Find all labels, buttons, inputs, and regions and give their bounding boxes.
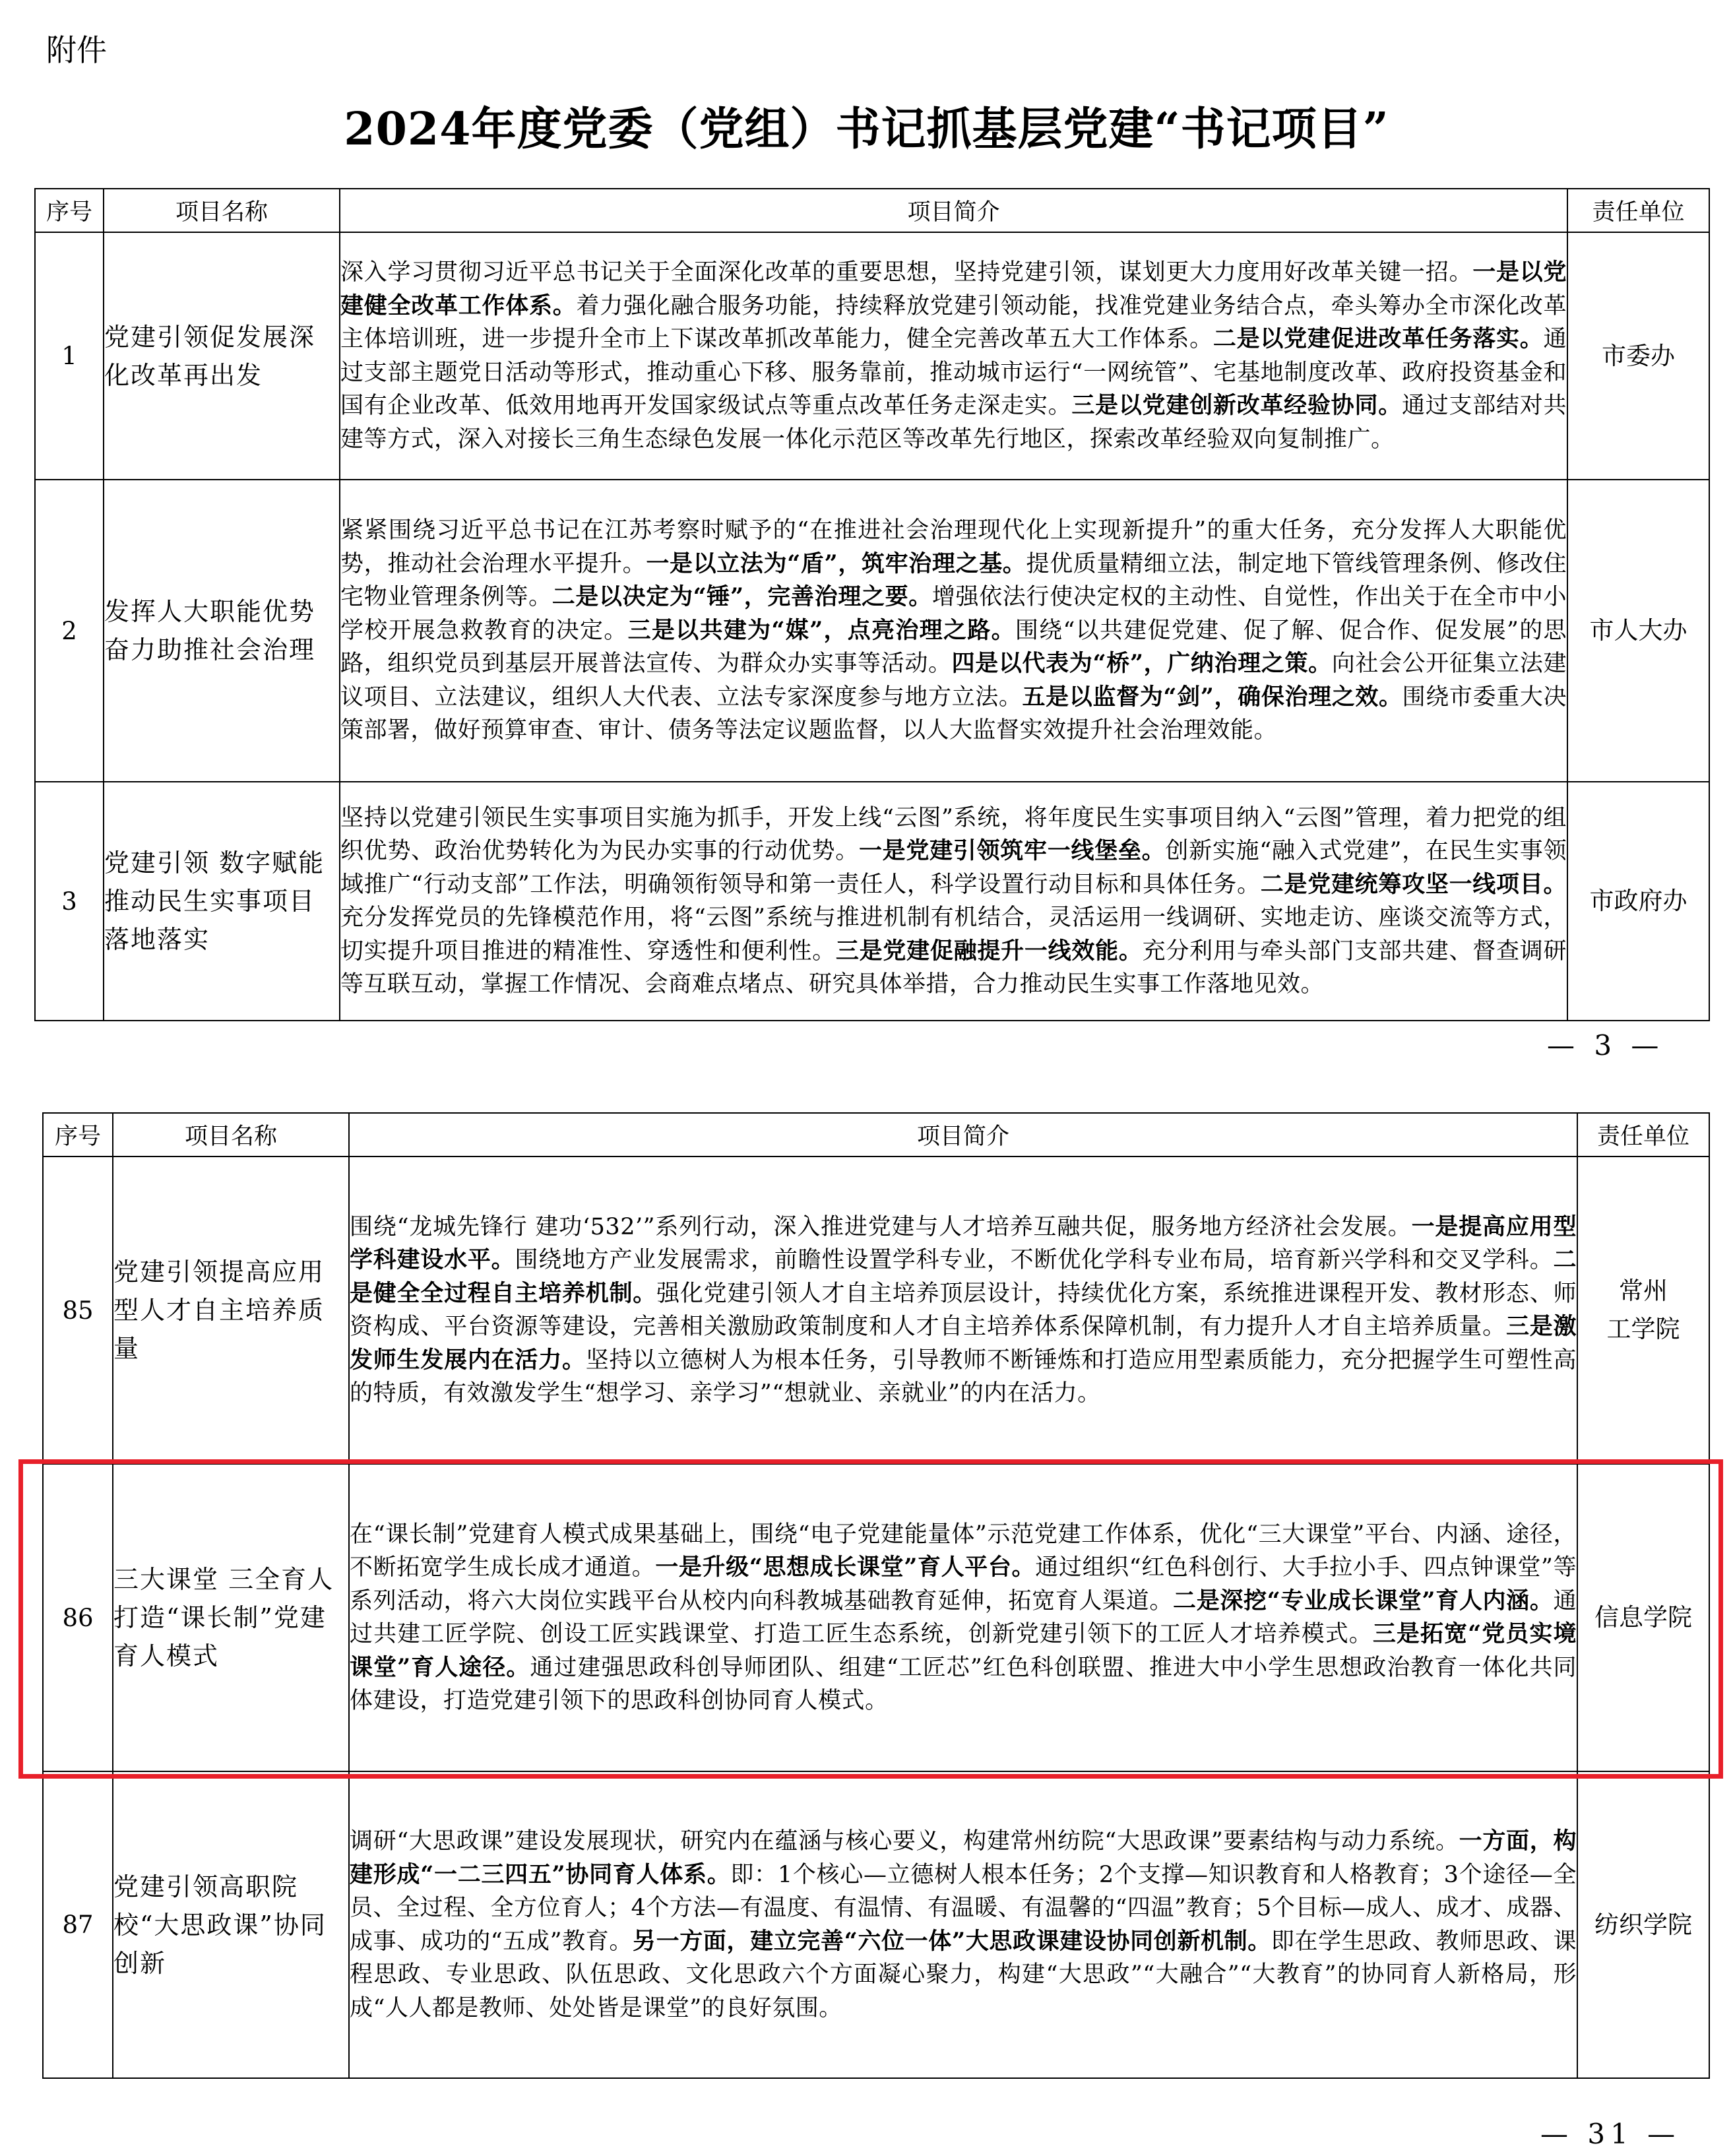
row-number: 3 [35,782,104,1021]
project-name: 三大课堂 三全育人 打造“课长制”党建育人模式 [113,1464,349,1771]
description-text: 向社会公开征集立法建议项目、立法建议，组织人大代表、立法专家深度参与地方立法。 [340,650,1567,711]
description-text: 坚持以党建引领民生实事项目实施为抓手，开发上线“云图”系统，将年度民生实事项目纳入“云图”管理，着力把党的组织优势、政治优势转化为为民办实事的行动优势。 [340,804,1567,864]
project-description [349,1771,1577,2078]
row-number: 2 [35,480,104,782]
description-text: 调研“大思政课”建设发展现状，研究内在蕴涵与核心要义，构建常州纺院“大思政课”要素结构与动力系统。 [350,1828,1459,1855]
description-text: 在“课长制”党建育人模式成果基础上，围绕“电子党建能量体”示范党建工作体系，优化“三大课堂”平台、内涵、途径，不断拓宽学生成长成才通道。 [350,1521,1577,1581]
responsible-unit-line: 常州 [1619,1277,1668,1305]
description-text: 通过建强思政科创导师团队、组建“工匠芯”红色科创联盟、推进大中小学生思想政治教育一体化共同体建设，打造党建引领下的思政科创协同育人模式。 [350,1654,1577,1714]
row-number: 1 [35,232,104,480]
description-text: 即在学生思政、教师思政、课程思政、专业思政、队伍思政、文化思政六个方面凝心聚力，构建“大思政”“大融合”“大教育”的协同育人新格局，形成“人人都是教师、处处皆是课堂”的良好氛围。 [350,1928,1577,2021]
row-number: 86 [43,1464,113,1771]
description-text: 通过组织“红色科创行、大手拉小手、四点钟课堂”等系列活动，将六大岗位实践平台从校内向科教城基础教育延伸，拓宽育人渠道。 [350,1554,1577,1614]
description-text: 坚持以立德树人为根本任务，引导教师不断锤炼和打造应用型素质能力，充分把握学生可塑性高的特质，有效激发学生“想学习、亲学习”“想就业、亲就业”的内在活力。 [350,1347,1577,1407]
description-text: 围绕地方产业发展需求，前瞻性设置学科专业，不断优化学科专业布局，培育新兴学科和交叉学科。 [515,1247,1554,1273]
row-number: 85 [43,1157,113,1464]
responsible-unit [1577,1157,1709,1464]
project-name: 党建引领高职院校“大思政课”协同创新 [113,1771,349,2078]
description-text: 着力强化融合服务功能，持续释放党建引领动能，找准党建业务结合点，牵头筹办全市深化改革主体培训班，进一步提升全市上下谋改革抓改革能力，健全完善改革五大工作体系。 [340,292,1567,352]
project-table-page-31 [42,1112,1710,2079]
header-num: 序号 [43,1113,113,1157]
description-highlight: 二是深挖“专业成长课堂”育人内涵。 [1173,1587,1554,1614]
project-table-page-3 [34,188,1710,1021]
description-highlight: 一是党建引领筑牢一线堡垒。 [858,837,1166,864]
description-highlight: 二是以党建促进改革任务落实。 [1213,325,1544,352]
header-unit: 责任单位 [1577,1113,1709,1157]
table-row [43,1157,1709,1464]
description-highlight: 五是以监督为“剑”，确保治理之效。 [1022,683,1402,711]
description-highlight: 三是拓宽“党员实境课堂”育人途径。 [350,1620,1577,1681]
description-highlight: 三是党建促融提升一线效能。 [835,937,1143,965]
description-text: 充分发挥党员的先锋模范作用，将“云图”系统与推进机制有机结合，灵活运用一线调研、实地走访、座谈交流等方式，切实提升项目推进的精准性、穿透性和便利性。 [340,904,1567,965]
page-number: — 31 — [1540,2118,1681,2150]
description-highlight: 二是以决定为“锤”，完善治理之要。 [551,583,932,611]
table-header-row [35,189,1709,232]
description-text: 围绕“以共建促党建、促了解、促合作、促发展”的思路，组织党员到基层开展普法宣传、为群众办实事等活动。 [340,617,1567,678]
description-highlight: 三是以共建为“媒”，点亮治理之路。 [627,616,1015,644]
header-desc: 项目简介 [340,189,1567,232]
table-row [35,782,1709,1021]
responsible-unit: 信息学院 [1577,1464,1709,1771]
description-highlight: 一是提高应用型学科建设水平。 [350,1213,1577,1273]
description-text: 深入学习贯彻习近平总书记关于全面深化改革的重要思想，坚持党建引领，谋划更大力度用好改革关键一招。 [340,259,1473,286]
description-highlight: 三是激发师生发展内在活力。 [350,1313,1577,1374]
description-text: 通过支部主题党日活动等形式，推动重心下移、服务靠前，推动城市运行“一网统管”、宅基地制度改革、政府投资基金和国有企业改革、低效用地再开发国家级试点等重点改革任务走深走实。 [340,326,1567,419]
description-text: 充分利用与牵头部门支部共建、督查调研等互联互动，掌握工作情况、会商难点堵点、研究具体举措，合力推动民生实事工作落地见效。 [340,937,1567,998]
page-number: — 3 — [1547,1029,1664,1062]
description-highlight: 三是以党建创新改革经验协同。 [1071,392,1402,419]
responsible-unit: 市委办 [1567,232,1709,480]
project-description [340,232,1567,480]
header-unit: 责任单位 [1567,189,1709,232]
description-text: 提优质量精细立法，制定地下管线管理条例、修改住宅物业管理条例等。 [340,550,1567,611]
header-name: 项目名称 [113,1113,349,1157]
responsible-unit: 市政府办 [1567,782,1709,1021]
description-text: 创新实施“融入式党建”，在民生实事领域推广“行动支部”工作法，明确领衔领导和第一责任人，科学设置行动目标和具体任务。 [340,838,1567,898]
description-highlight: 二是健全全过程自主培养机制。 [350,1246,1577,1307]
description-highlight: 二是党建统筹攻坚一线项目。 [1260,870,1567,898]
project-description [340,480,1567,782]
project-description [349,1157,1577,1464]
header-name: 项目名称 [104,189,340,232]
project-description [340,782,1567,1021]
table-row [35,480,1709,782]
description-highlight: 一方面，构建形成“一二三四五”协同育人体系。 [350,1827,1577,1888]
responsible-unit-line: 工学院 [1606,1315,1680,1343]
description-text: 即：1个核心—立德树人根本任务；2个支撑—知识教育和人格教育；3个途径—全员、全过程、全方位育人；4个方法—有温度、有温情、有温暖、有温馨的“四温”教育；5个目标—成人、成才、成器、成事、成功的“五成”教育。 [350,1861,1577,1955]
description-highlight: 四是以代表为“桥”，广纳治理之策。 [951,650,1332,678]
table-row [43,1771,1709,2078]
responsible-unit: 市人大办 [1567,480,1709,782]
project-name: 党建引领提高应用型人才自主培养质量 [113,1157,349,1464]
description-highlight: 一是升级“思想成长课堂”育人平台。 [655,1554,1036,1581]
header-num: 序号 [35,189,104,232]
project-description [349,1464,1577,1771]
document-title: 2024年度党委（党组）书记抓基层党建“书记项目” [344,103,1389,156]
header-desc: 项目简介 [349,1113,1577,1157]
description-text: 紧紧围绕习近平总书记在江苏考察时赋予的“在推进社会治理现代化上实现新提升”的重大任务，充分发挥人大职能优势，推动社会治理水平提升。 [340,517,1567,577]
description-highlight: 一是以党建健全改革工作体系。 [340,259,1567,319]
table-header-row [43,1113,1709,1157]
table-row [43,1464,1709,1771]
table-row [35,232,1709,480]
project-name: 党建引领促发展深化改革再出发 [104,232,340,480]
row-number: 87 [43,1771,113,2078]
description-highlight: 一是以立法为“盾”，筑牢治理之基。 [646,550,1026,577]
description-text: 围绕市委重大决策部署，做好预算审查、审计、债务等法定议题监督，以人大监督实效提升社会治理效能。 [340,683,1567,744]
project-name: 党建引领 数字赋能 推动民生实事项目落地落实 [104,782,340,1021]
description-text: 通过共建工匠学院、创设工匠实践课堂、打造工匠生态系统，创新党建引领下的工匠人才培养模式。 [350,1587,1577,1647]
description-text: 通过支部结对共建等方式，深入对接长三角生态绿色发展一体化示范区等改革先行地区，探索改革经验双向复制推广。 [340,393,1567,453]
project-name: 发挥人大职能优势 奋力助推社会治理 [104,480,340,782]
attachment-label: 附件 [46,32,107,68]
description-highlight: 另一方面，建立完善“六位一体”大思政课建设协同创新机制。 [632,1927,1271,1955]
description-text: 围绕“龙城先锋行 建功‘532’”系列行动，深入推进党建与人才培养互融共促，服务地方经济社会发展。 [350,1213,1412,1240]
description-text: 增强依法行使决定权的主动性、自觉性，作出关于在全市中小学校开展急救教育的决定。 [340,584,1567,644]
responsible-unit: 纺织学院 [1577,1771,1709,2078]
description-text: 强化党建引领人才自主培养顶层设计，持续优化方案，系统推进课程开发、教材形态、师资构成、平台资源等建设，完善相关激励政策制度和人才自主培养体系保障机制，有力提升人才自主培养质量。 [350,1280,1577,1340]
